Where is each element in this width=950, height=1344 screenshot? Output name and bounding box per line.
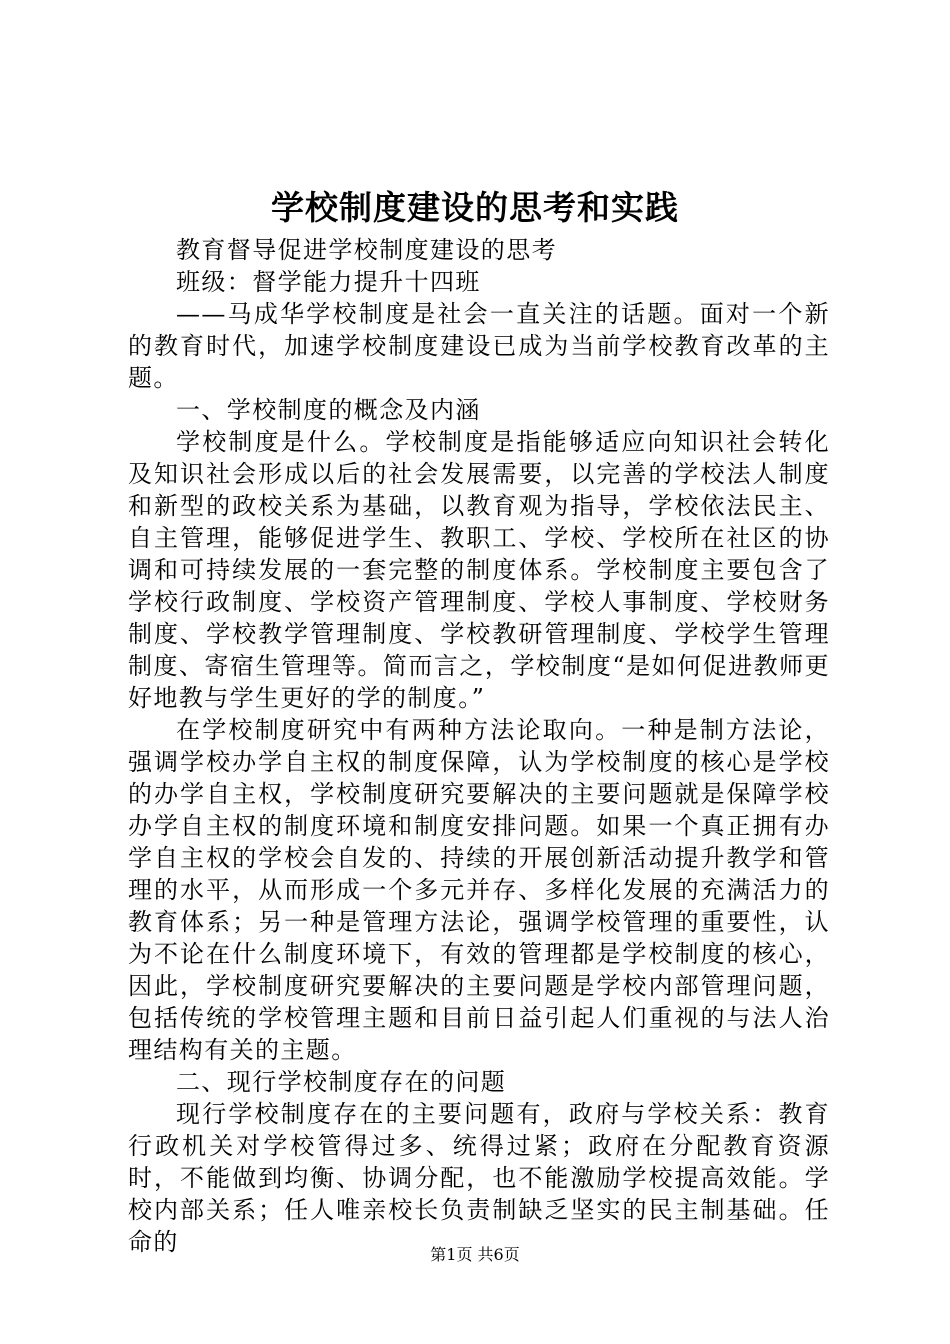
page-number-footer: 第1页 共6页 bbox=[430, 1245, 520, 1264]
body-paragraph: 在学校制度研究中有两种方法论取向。一种是制方法论，强调学校办学自主权的制度保障，认为学校制度的核心是学校的办学自主权，学校制度研究要解决的主要问题就是保障学校办学自主权的制度环境和制度安排问题。如果一个真正拥有办学自主权的学校会自发的、持续的开展创新活动提升教学和管理的水平，从而形成一个多元并存、多样化发展的充满活力的教育体系；另一种是管理方法论，强调学校管理的重要性，认为不论在什么制度环境下，有效的管理都是学校制度的核心，因此，学校制度研究要解决的主要问题是学校内部管理问题，包括传统的学校管理主题和目前日益引起人们重视的与法人治理结构有关的主题。 bbox=[128, 716, 830, 1064]
body-paragraph: 现行学校制度存在的主要问题有，政府与学校关系：教育行政机关对学校管得过多、统得过紧；政府在分配教育资源时，不能做到均衡、协调分配，也不能激励学校提高效能。学校内部关系；任人唯亲校长负责制缺乏坚实的民主制基础。任命的 bbox=[128, 1100, 830, 1256]
body-paragraph: 学校制度是什么。学校制度是指能够适应向知识社会转化及知识社会形成以后的社会发展需要，以完善的学校法人制度和新型的政校关系为基础，以教育观为指导，学校依法民主、自主管理，能够促进学生、教职工、学校、学校所在社区的协调和可持续发展的一套完整的制度体系。学校制度主要包含了学校行政制度、学校资产管理制度、学校人事制度、学校财务制度、学校教学管理制度、学校教研管理制度、学校学生管理制度、寄宿生管理等。简而言之，学校制度“是如何促进教师更好地教与学生更好的学的制度。” bbox=[128, 428, 830, 712]
section-heading-1: 一、学校制度的概念及内涵 bbox=[176, 396, 481, 424]
intro-paragraph: ——马成华学校制度是社会一直关注的话题。面对一个新的教育时代，加速学校制度建设已成为当前学校教育改革的主题。 bbox=[128, 300, 830, 392]
document-title: 学校制度建设的思考和实践 bbox=[271, 188, 679, 227]
class-info-paragraph: 班级：督学能力提升十四班 bbox=[176, 268, 481, 296]
document-body bbox=[128, 234, 830, 1258]
subtitle-paragraph: 教育督导促进学校制度建设的思考 bbox=[176, 236, 557, 264]
section-heading-2: 二、现行学校制度存在的问题 bbox=[176, 1068, 507, 1096]
